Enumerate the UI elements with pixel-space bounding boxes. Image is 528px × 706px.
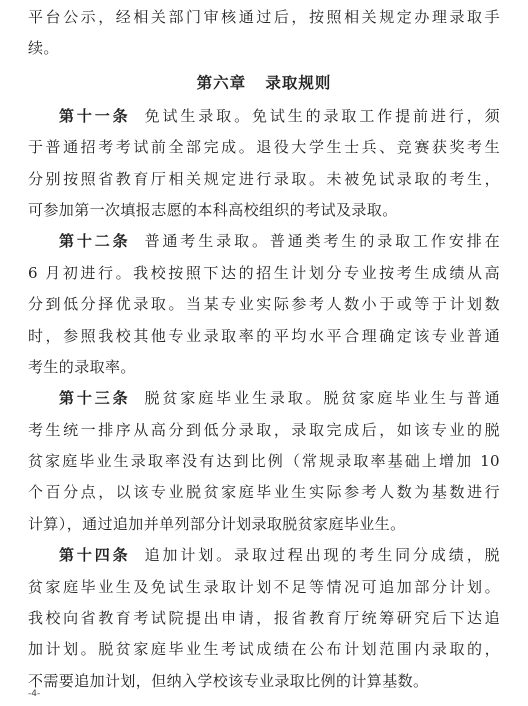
article-12-line-4: 时，参照我校其他专业录取率的平均水平合理确定该专业普通 xyxy=(28,326,500,345)
chapter-title: 录取规则 xyxy=(265,72,332,92)
article-14-first-line xyxy=(28,540,500,571)
article-12-line-5: 考生的录取率。 xyxy=(28,357,136,376)
article-11-line-4: 可参加第一次填报志愿的本科高校组织的考试及录取。 xyxy=(28,200,398,219)
article-11-line-1: 免试生录取。免试生的录取工作提前进行，须 xyxy=(144,106,500,125)
article-13-first-line xyxy=(28,383,500,414)
intro-line-1: 平台公示，经相关部门审核通过后，按照相关规定办理录取手 xyxy=(28,8,500,26)
page-number: -4- xyxy=(28,689,41,699)
article-14-line-2: 贫家庭毕业生及免试生录取计划不足等情况可追加部分计划。 xyxy=(28,577,500,596)
article-12-first-line xyxy=(28,226,500,257)
article-14-line-3: 我校向省教育考试院提出申请，报省教育厅统筹研究后下达追 xyxy=(28,609,500,628)
article-14-line-4: 加计划。脱贫家庭毕业生考试成绩在公布计划范围内录取的， xyxy=(28,640,500,659)
chapter-heading xyxy=(28,65,500,101)
article-11-line-2: 于普通招考考试前全部完成。退役大学生士兵、竞赛获奖考生 xyxy=(28,138,500,157)
article-13-line-3: 贫家庭毕业生录取率没有达到比例（常规录取率基础上增加 10 xyxy=(28,452,500,471)
document-page xyxy=(28,2,500,697)
article-13-line-2: 考生统一排序从高分到低分录取，录取完成后，如该专业的脱 xyxy=(28,420,500,439)
article-11-line-3: 分别按照省教育厅相关规定进行录取。未被免试录取的考生， xyxy=(28,169,500,188)
chapter-number: 第六章 xyxy=(196,72,247,92)
article-13-line-5: 计算），通过追加并单列部分计划录取脱贫家庭毕业生。 xyxy=(28,514,406,533)
article-12-line-3: 分到低分择优录取。当某专业实际参考人数小于或等于计划数 xyxy=(28,295,500,314)
article-11-first-line xyxy=(28,101,500,132)
intro-line-2: 续。 xyxy=(28,39,59,58)
article-12-line-2: 6 月初进行。我校按照下达的招生计划分专业按考生成绩从高 xyxy=(28,263,500,282)
article-13-label: 第十三条 xyxy=(59,389,131,408)
article-13-line-1: 脱贫家庭毕业生录取。脱贫家庭毕业生与普通 xyxy=(144,389,500,408)
article-14-line-5: 不需要追加计划，但纳入学校该专业录取比例的计算基数。 xyxy=(28,671,429,690)
article-11-label: 第十一条 xyxy=(59,106,131,125)
article-13-line-4: 个百分点，以该专业脱贫家庭毕业生实际参考人数为基数进行 xyxy=(28,483,500,502)
article-14-label: 第十四条 xyxy=(59,546,131,565)
article-12-label: 第十二条 xyxy=(59,232,131,251)
article-14-line-1: 追加计划。录取过程出现的考生同分成绩，脱 xyxy=(144,546,500,565)
article-12-line-1: 普通考生录取。普通类考生的录取工作安排在 xyxy=(144,232,500,251)
